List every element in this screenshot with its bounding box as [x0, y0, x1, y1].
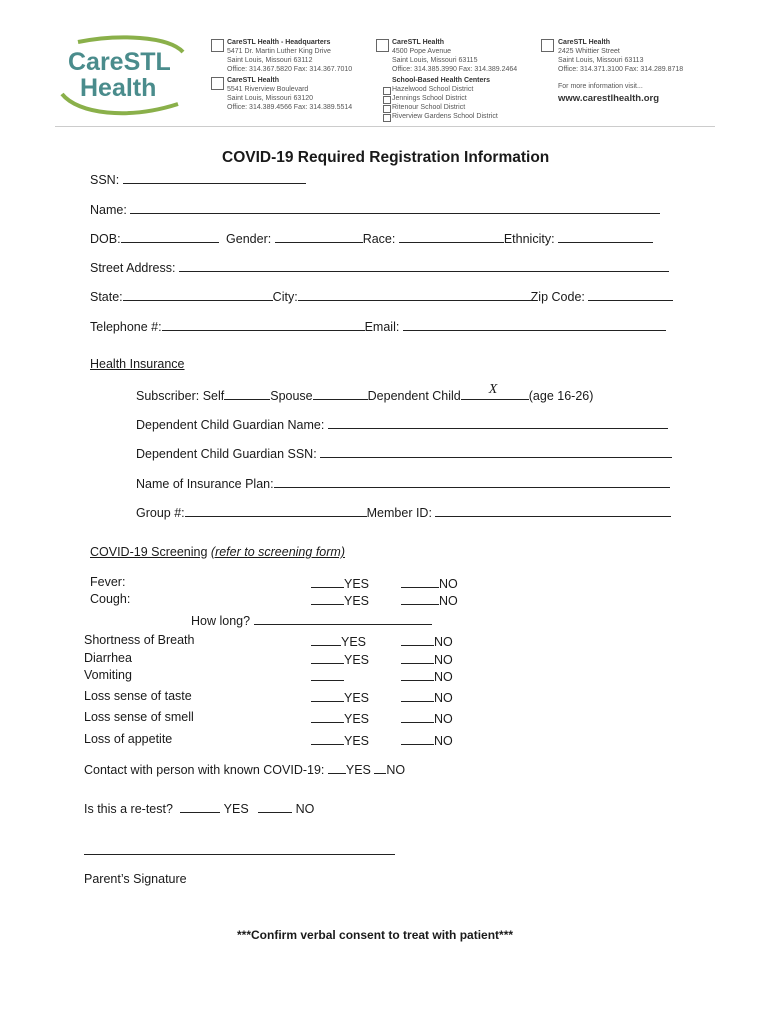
- checkbox-riverview[interactable]: [211, 77, 224, 90]
- how-long-label: How long?: [191, 614, 251, 628]
- street-field[interactable]: [179, 259, 669, 272]
- spouse-field[interactable]: [313, 387, 368, 400]
- guardian-name-row: [136, 416, 668, 432]
- contact-no-field[interactable]: [374, 761, 386, 774]
- insurance-heading: Health Insurance: [90, 357, 185, 371]
- smell-label: Loss sense of smell: [84, 710, 194, 724]
- cough-no[interactable]: NO: [401, 592, 458, 608]
- fever-yes[interactable]: YES: [311, 575, 369, 591]
- diarrhea-yes[interactable]: YES: [311, 651, 369, 667]
- school-item: Ritenour School District: [392, 104, 466, 111]
- plan-row: [136, 475, 670, 491]
- group-label: Group #:: [136, 506, 185, 520]
- pope-address: CareSTL Health 4500 Pope Avenue Saint Louis, Missouri 63115 Office: 314.385.3990 Fax: 314.389.2464: [392, 39, 518, 73]
- dependent-mark: X: [488, 382, 498, 397]
- diarrhea-label: Diarrhea: [84, 651, 132, 665]
- guardian-ssn-label: Dependent Child Guardian SSN:: [136, 447, 317, 461]
- fever-label: Fever:: [90, 575, 126, 589]
- race-label: Race:: [362, 232, 396, 246]
- retest-yes-field[interactable]: [180, 800, 220, 813]
- contact-label: Contact with person with known COVID-19:: [84, 763, 325, 777]
- retest-yes-label: YES: [223, 802, 249, 816]
- gender-label: Gender:: [226, 232, 272, 246]
- name-row: [90, 201, 660, 217]
- shortness-yes[interactable]: YES: [311, 633, 366, 649]
- plan-field[interactable]: [274, 475, 670, 488]
- retest-row: [84, 800, 314, 816]
- vomiting-no[interactable]: NO: [401, 668, 453, 684]
- taste-no[interactable]: NO: [401, 689, 453, 705]
- header-divider: [55, 126, 715, 127]
- state-field[interactable]: [123, 288, 273, 301]
- age-label: (age 16-26): [528, 389, 594, 403]
- contact-yes-label: YES: [345, 763, 371, 777]
- checkbox-whittier[interactable]: [541, 39, 554, 52]
- dob-field[interactable]: [121, 230, 219, 243]
- retest-no-label: NO: [295, 802, 315, 816]
- carestl-logo: [58, 34, 188, 116]
- ssn-field[interactable]: [123, 171, 306, 184]
- member-field[interactable]: [435, 504, 671, 517]
- vomiting-label: Vomiting: [84, 668, 132, 682]
- shortness-label: Shortness of Breath: [84, 633, 195, 647]
- guardian-ssn-row: [136, 445, 672, 461]
- checkbox-pope[interactable]: [376, 39, 389, 52]
- gender-field[interactable]: [275, 230, 363, 243]
- ssn-row: [90, 171, 306, 187]
- street-row: [90, 259, 669, 275]
- ethnicity-label: Ethnicity:: [503, 232, 555, 246]
- guardian-ssn-field[interactable]: [320, 445, 672, 458]
- name-field[interactable]: [130, 201, 660, 214]
- ssn-label: SSN:: [90, 173, 120, 187]
- fever-no[interactable]: NO: [401, 575, 458, 591]
- plan-label: Name of Insurance Plan:: [136, 477, 274, 491]
- subscriber-row: [136, 382, 594, 403]
- self-field[interactable]: [224, 387, 270, 400]
- school-item: Hazelwood School District: [392, 86, 474, 93]
- ethnicity-field[interactable]: [558, 230, 653, 243]
- consent-note: ***Confirm verbal consent to treat with patient***: [237, 928, 514, 942]
- name-label: Name:: [90, 203, 127, 217]
- email-field[interactable]: [403, 318, 666, 331]
- dob-label: DOB:: [90, 232, 121, 246]
- checkbox-hq[interactable]: [211, 39, 224, 52]
- group-row: [136, 504, 671, 520]
- state-row: [90, 288, 673, 304]
- street-label: Street Address:: [90, 261, 176, 275]
- vomiting-yes[interactable]: [311, 668, 344, 684]
- zip-field[interactable]: [588, 288, 673, 301]
- contact-no-label: NO: [386, 763, 406, 777]
- logo-text-line2: Health: [80, 74, 157, 102]
- checkbox-hazelwood[interactable]: [383, 87, 391, 95]
- screening-ref: (refer to screening form): [210, 545, 345, 559]
- signature-line[interactable]: [84, 842, 395, 855]
- website-link[interactable]: www.carestlhealth.org: [558, 93, 660, 104]
- telephone-field[interactable]: [162, 318, 365, 331]
- diarrhea-no[interactable]: NO: [401, 651, 453, 667]
- smell-yes[interactable]: YES: [311, 710, 369, 726]
- checkbox-riverview-gardens[interactable]: [383, 114, 391, 122]
- appetite-yes[interactable]: YES: [311, 732, 369, 748]
- hq-address: CareSTL Health - Headquarters 5471 Dr. Martin Luther King Drive Saint Louis, Missouri 63112 Office: 314.367.5820 Fax: 314.367.7010: [227, 39, 353, 73]
- contact-yes-field[interactable]: [328, 761, 346, 774]
- school-item: Jennings School District: [392, 95, 467, 102]
- subscriber-label: Subscriber: Self: [136, 389, 225, 403]
- retest-no-field[interactable]: [258, 800, 292, 813]
- dependent-field[interactable]: [461, 382, 529, 400]
- dob-row: [90, 230, 653, 246]
- appetite-no[interactable]: NO: [401, 732, 453, 748]
- whittier-address: CareSTL Health 2425 Whittier Street Saint Louis, Missouri 63113 Office: 314.371.3100 Fax: 314.289.8718: [558, 39, 684, 73]
- screening-heading: [90, 545, 345, 559]
- school-centers-title: School-Based Health Centers: [392, 77, 491, 84]
- spouse-label: Spouse: [270, 389, 313, 403]
- contact-row: [84, 761, 405, 777]
- taste-yes[interactable]: YES: [311, 689, 369, 705]
- member-label: Member ID:: [366, 506, 432, 520]
- info-text: For more information visit...: [558, 83, 643, 90]
- guardian-name-field[interactable]: [328, 416, 668, 429]
- retest-label: Is this a re-test?: [84, 802, 173, 816]
- state-label: State:: [90, 290, 123, 304]
- checkbox-jennings[interactable]: [383, 96, 391, 104]
- form-title: COVID-19 Required Registration Information: [222, 149, 550, 166]
- city-label: City:: [272, 290, 298, 304]
- telephone-label: Telephone #:: [90, 320, 162, 334]
- screening-title: COVID-19 Screening: [90, 545, 208, 559]
- zip-label: Zip Code:: [530, 290, 585, 304]
- appetite-label: Loss of appetite: [84, 732, 173, 746]
- school-item: Riverview Gardens School District: [392, 113, 498, 120]
- guardian-name-label: Dependent Child Guardian Name:: [136, 418, 325, 432]
- riverview-address: CareSTL Health 5541 Riverview Boulevard Saint Louis, Missouri 63120 Office: 314.389.4566 Fax: 314.389.5514: [227, 77, 353, 111]
- group-field[interactable]: [185, 504, 367, 517]
- shortness-no[interactable]: NO: [401, 633, 453, 649]
- signature-label: Parent’s Signature: [84, 872, 187, 886]
- email-label: Email:: [364, 320, 400, 334]
- cough-yes[interactable]: YES: [311, 592, 369, 608]
- logo-text-line1: CareSTL: [68, 48, 171, 76]
- cough-label: Cough:: [90, 592, 131, 606]
- how-long-row: [191, 612, 432, 628]
- smell-no[interactable]: NO: [401, 710, 453, 726]
- race-field[interactable]: [399, 230, 504, 243]
- city-field[interactable]: [298, 288, 531, 301]
- how-long-field[interactable]: [254, 612, 432, 625]
- dependent-label: Dependent Child: [367, 389, 461, 403]
- taste-label: Loss sense of taste: [84, 689, 192, 703]
- telephone-row: [90, 318, 666, 334]
- checkbox-ritenour[interactable]: [383, 105, 391, 113]
